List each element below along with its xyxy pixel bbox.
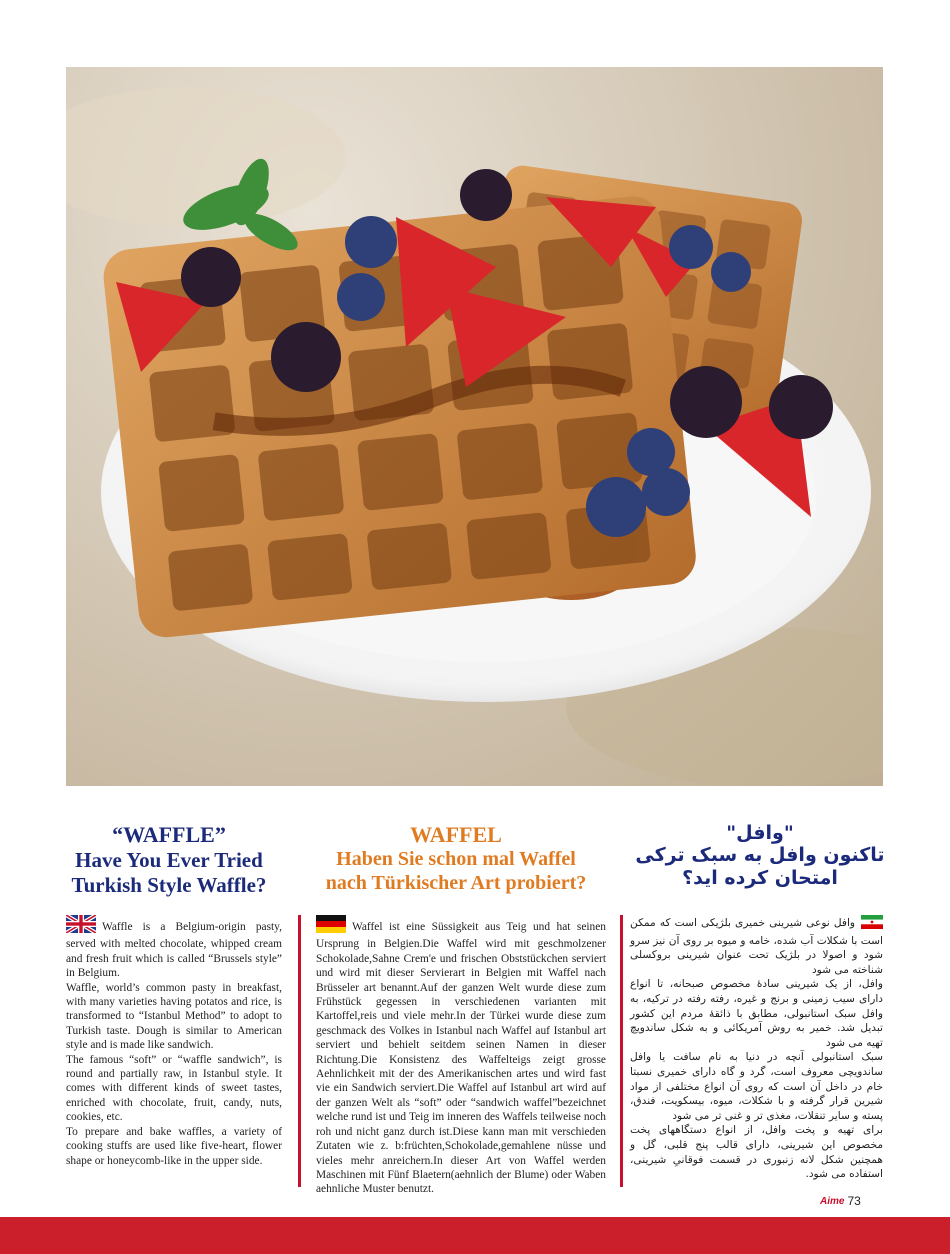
persian-title: "وافل": [726, 822, 794, 844]
english-paragraph: Waffle, world’s common pasty in breakfast, with many varieties having potatos and rice, is transformed to “Istanbul Method” to adopt to Turkish taste. Dough is similar to American style and is made like sandwich.: [66, 981, 282, 1052]
footer-bar: [0, 1217, 950, 1254]
magazine-logo: Aime: [820, 1195, 845, 1207]
english-subtitle-line1: Have You Ever Tried: [75, 847, 263, 872]
german-title: WAFFEL: [410, 822, 502, 847]
uk-flag-icon: [66, 915, 96, 937]
german-subtitle-line1: Haben Sie schon mal Waffel: [336, 847, 576, 870]
persian-paragraph: وافل، از یک شیرینی سادۀ مخصوص صبحانه، تا انواع دارای سیب زمینی و برنج و غیره، رفته رفته در ترکیه، به وافل سبک استانبولی، مطابق با ذائقۀ مردم این کشور تبدیل شد. خمیر به روش آمریکائی و به شکل ساندویچ تهیه می شود: [630, 978, 883, 1049]
persian-paragraph: وافل نوعی شیرینی خمیری بلژیکی است که ممکن است با شکلات آب شده، خامه و میوه بر روی آن نیز سرو شود و اصولا در بلژیک تحت عنوان شیرینی بروکسلی شناخته می شود: [630, 917, 883, 976]
column-divider: [620, 915, 623, 1187]
hero-photo: [66, 67, 883, 786]
english-heading: [54, 822, 284, 897]
german-paragraph: Waffel ist eine Süssigkeit aus Teig und hat seinen Ursprung in Belgien.Die Waffel wird mit geschmolzener Schokolade,Sahne Crem'e und frischen Obststückchen serviert und wird mit dieser Servierart in Belgien mit Waffel nach Brüsseler art benannt.Auf der ganzen Welt wurde diese zum Frühstück gegessen in verschiedenen varianten mit Kartoffel,reis und viele mehr.In der Türkei wurde diese zum geschmack des Volkes in Istanbul nach Waffel auf Istanbul art serviert und behielt seitdem seinen Namen in dieser Richtung.Die Konsistenz des Waffelteigs zeigt grosse Aehnlichkeit mit der des Amerikanischen artes und wird fast vie ein Sandwich serviert.Die Waffel auf Istanbul art wird auf der ganzen Welt als “soft” oder “sandwich waffel”bezeichnet welche rund ist und Teig im inneren des Waffels teilweise noch roh und nicht ganz durch ist.Diese kann man mit verschieden Zutaten wie z. b:früchten,Schokolade,gemahlene nüsse und vieles mehr anreichern.In dieser Art von Waffel werden Maschinen mit Fünf Blaetern(aehnlich der Blume) oder Waben aehnliche Muster benutzt.: [316, 915, 606, 1197]
persian-paragraph: سبک استانبولی آنچه در دنیا به نام سافت یا وافل ساندویچی معروف است، گرد و گاه دارای خمیری نسبتا خام در داخل آن است که روی آن انواع مختلفی از مواد شیرین قرار گرفته و با شکلات، میوه، بیسکویت، فندق، پسته و سایر تنقلات، مغذی تر و غنی تر می شود: [630, 1051, 883, 1122]
column-divider: [298, 915, 301, 1187]
page-number: [820, 1194, 861, 1208]
persian-column: [630, 915, 883, 1182]
germany-flag-icon: [316, 915, 346, 937]
persian-heading: [630, 822, 890, 889]
persian-subtitle: تاکنون وافل به سبک ترکی امتحان کرده اید؟: [635, 844, 885, 889]
waffle-plate-illustration: [66, 67, 883, 786]
english-column: [66, 915, 282, 1168]
english-subtitle-line2: Turkish Style Waffle?: [71, 872, 267, 897]
german-heading: [306, 822, 606, 895]
english-paragraph: The famous “soft” or “waffle sandwich”, is round and partially raw, in Istanbul style. It comes with different kinds of sweet tastes, enriched with chocolate, fruit, candy, nuts, cookies, etc.: [66, 1053, 282, 1124]
page-number-text: 73: [847, 1194, 861, 1208]
iran-flag-icon: [861, 915, 883, 934]
english-title: “WAFFLE”: [112, 822, 226, 847]
german-column: [316, 915, 606, 1197]
english-paragraph: Waffle is a Belgium-origin pasty, served with melted chocolate, whipped cream and fresh fruit which is called “Brussels style” in Belgium.: [66, 915, 282, 981]
persian-paragraph: برای تهیه و پخت وافل، از انواع دستگاههای پخت مخصوص این شیرینی، دارای قالب پنج قلبی، گل و همچنین شکل لانه زنبوری در قسمت فوقانیِ شیرینی، استفاده می شود.: [630, 1124, 883, 1181]
german-subtitle-line2: nach Türkischer Art probiert?: [325, 871, 587, 894]
english-paragraph: To prepare and bake waffles, a variety of cooking stuffs are used like five-heart, flower shape or honeycomb-like in the upper side.: [66, 1125, 282, 1167]
